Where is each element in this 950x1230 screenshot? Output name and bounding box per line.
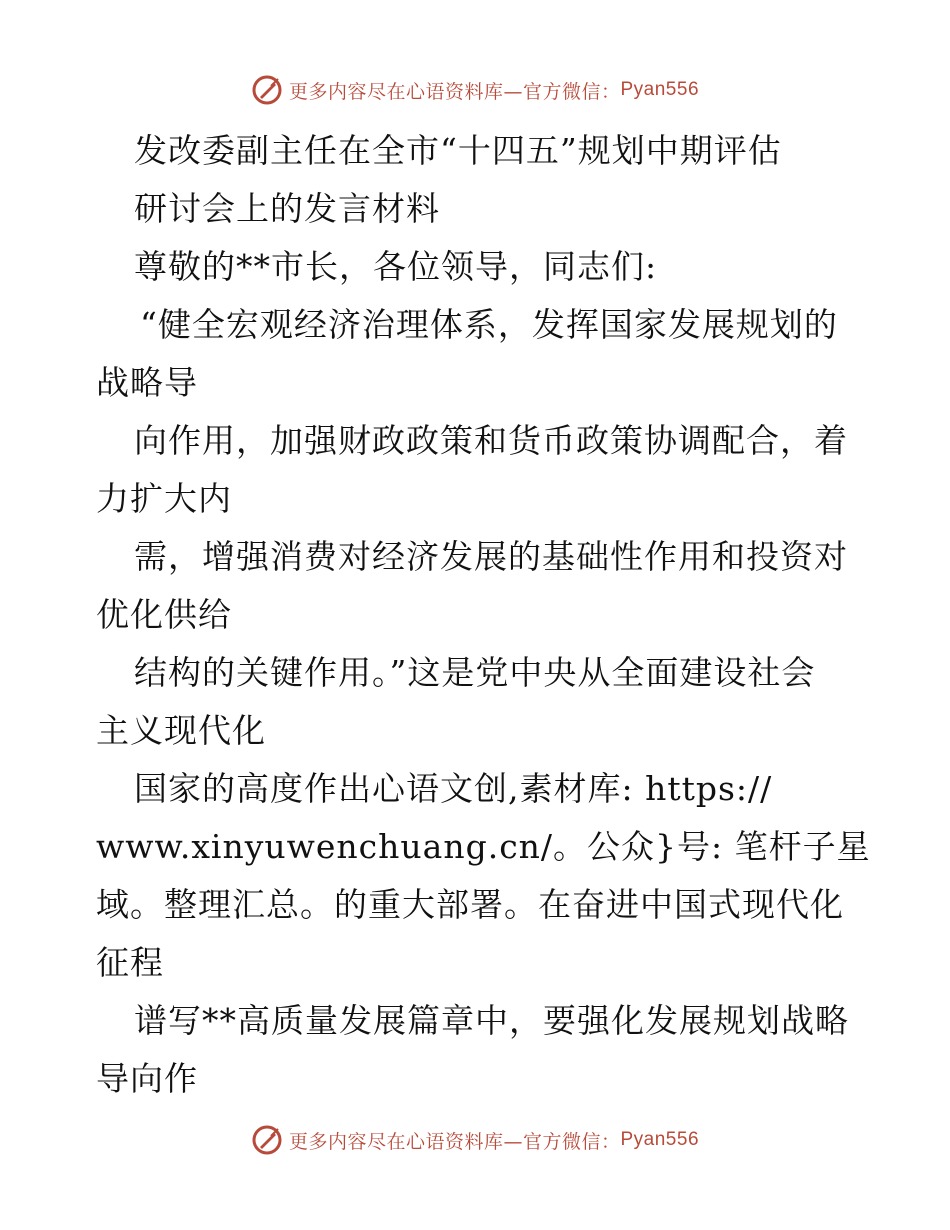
body-line: 征程 — [96, 943, 164, 982]
title-line-2: 研讨会上的发言材料 — [134, 189, 440, 228]
banner-wechat-id: Pyan556 — [620, 1129, 700, 1150]
body-line: 主义现代化 — [96, 711, 266, 750]
body-line: 力扩大内 — [96, 479, 232, 518]
body-line: 需，增强消费对经济发展的基础性作用和投资对 — [134, 537, 848, 576]
body-line: 导向作 — [96, 1059, 198, 1098]
footer-banner — [0, 1120, 950, 1160]
body-line: 谱写**高质量发展篇章中，要强化发展规划战略 — [134, 1001, 849, 1040]
banner-text: 更多内容尽在心语资料库—官方微信： — [288, 1130, 621, 1153]
body-line-url: www.xinyuwenchuang.cn/。公众}号: 笔杆子星 — [96, 827, 871, 866]
body-line: 国家的高度作出心语文创,素材库: https:// — [134, 769, 773, 808]
body-line: 向作用，加强财政政策和货币政策协调配合，着 — [134, 421, 848, 460]
body-line: “健全宏观经济治理体系，发挥国家发展规划的 — [140, 305, 838, 344]
body-line: 域。整理汇总。的重大部署。在奋进中国式现代化 — [96, 885, 844, 924]
banner-wechat-id: Pyan556 — [620, 79, 700, 100]
quill-logo-icon — [251, 74, 283, 106]
body-line: 优化供给 — [96, 595, 232, 634]
title-line-1: 发改委副主任在全市“十四五”规划中期评估 — [134, 131, 782, 170]
body-line: 结构的关键作用。”这是党中央从全面建设社会 — [134, 653, 816, 692]
header-banner — [0, 70, 950, 110]
quill-logo-icon — [251, 1124, 283, 1156]
salutation: 尊敬的**市长，各位领导，同志们: — [134, 247, 658, 286]
document-body — [96, 122, 871, 1108]
banner-text: 更多内容尽在心语资料库—官方微信： — [288, 80, 621, 103]
body-line: 战略导 — [96, 363, 198, 402]
